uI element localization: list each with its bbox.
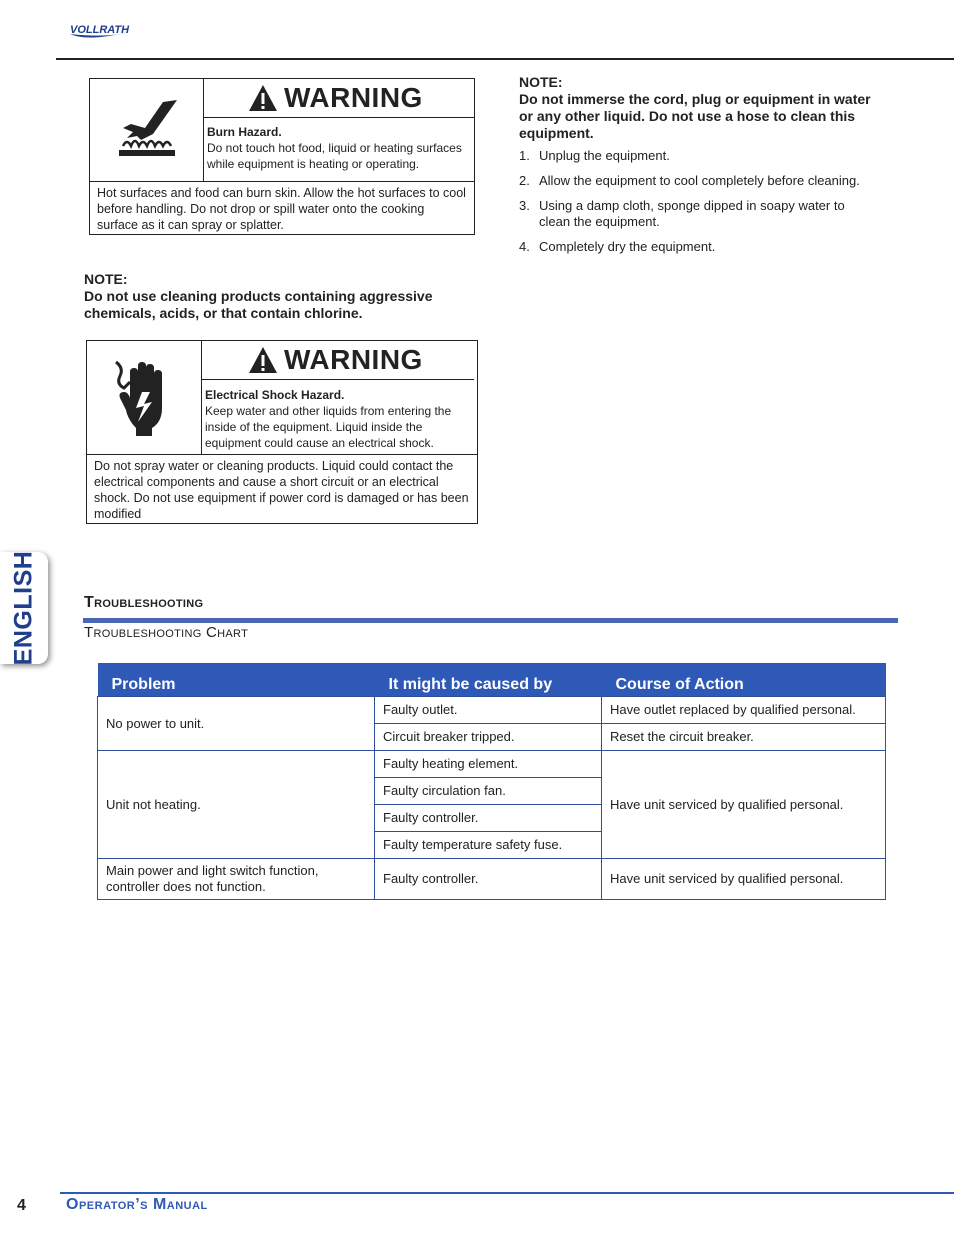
shock-warning-box (86, 340, 478, 524)
page-number: 4 (17, 1197, 26, 1214)
column-header-cause: It might be caused by (375, 663, 602, 697)
section-heading: Troubleshooting (84, 594, 204, 611)
shock-warning-title (202, 341, 474, 380)
section-rule (83, 618, 898, 623)
hot-surface-hand-icon (111, 98, 183, 162)
note-label: NOTE: (84, 271, 128, 287)
vollrath-logo (68, 20, 140, 42)
note-immerse (519, 74, 879, 142)
electric-shock-hand-icon (112, 358, 176, 438)
footer-rule (60, 1192, 954, 1194)
cause-cell: Circuit breaker tripped. (375, 724, 602, 751)
cause-cell: Faulty controller. (375, 859, 602, 900)
problem-cell: Main power and light switch function, controller does not function. (98, 859, 375, 900)
list-item: 4. Completely dry the equipment. (519, 239, 716, 254)
shock-warning-footer: Do not spray water or cleaning products. Liquid could contact the electrical components and cause a short circuit or an electrical shock. Do not use equipment if power cord is damaged or has been modified (87, 454, 477, 525)
shock-hazard-title: Electrical Shock Hazard. (205, 388, 345, 402)
table-row (98, 859, 886, 900)
table-header-row (98, 663, 886, 697)
section-subheading: Troubleshooting Chart (84, 624, 249, 641)
note-text: Do not immerse the cord, plug or equipment in water or any other liquid. Do not use a hose to clean this equipment. (519, 91, 871, 141)
column-header-problem: Problem (98, 663, 375, 697)
list-item: 1. Unplug the equipment. (519, 148, 670, 163)
cause-cell: Faulty heating element. (375, 751, 602, 778)
burn-icon-cell (90, 79, 204, 181)
action-cell: Have unit serviced by qualified personal. (602, 859, 886, 900)
burn-hazard-text (207, 124, 469, 172)
burn-warning-box (89, 78, 475, 235)
shock-hazard-description: Keep water and other liquids from entering the inside of the equipment. Liquid inside the equipment could cause an electrical shock. (205, 404, 452, 450)
shock-hazard-text (205, 387, 475, 451)
note-text: Do not use cleaning products containing aggressive chemicals, acids, or that contain chlorine. (84, 288, 433, 321)
list-item: 2. Allow the equipment to cool completely before cleaning. (519, 173, 860, 188)
language-label: ENGLISH (9, 550, 38, 666)
troubleshooting-table (97, 663, 886, 900)
note-chemicals (84, 271, 464, 322)
footer-title: Operator’s Manual (66, 1196, 208, 1213)
cause-cell: Faulty circulation fan. (375, 778, 602, 805)
burn-warning-title (204, 79, 474, 118)
cause-cell: Faulty temperature safety fuse. (375, 832, 602, 859)
problem-cell: No power to unit. (98, 697, 375, 751)
language-side-tab (0, 552, 48, 664)
table-row (98, 697, 886, 724)
cause-cell: Faulty controller. (375, 805, 602, 832)
warning-label: WARNING (284, 82, 423, 113)
warning-label: WARNING (284, 344, 423, 375)
logo-text: VOLLRATH (70, 24, 130, 36)
burn-hazard-title: Burn Hazard. (207, 125, 282, 139)
cause-cell: Faulty outlet. (375, 697, 602, 724)
burn-warning-footer: Hot surfaces and food can burn skin. Allow the hot surfaces to cool before handling. Do not drop or spill water onto the cooking surface as it can spray or splatter. (90, 181, 474, 236)
warning-triangle-icon (248, 346, 278, 374)
problem-cell: Unit not heating. (98, 751, 375, 859)
table-row (98, 751, 886, 778)
list-item: 3. Using a damp cloth, sponge dipped in soapy water to clean the equipment. (519, 198, 845, 229)
column-header-action: Course of Action (602, 663, 886, 697)
header-rule (56, 58, 954, 60)
note-label: NOTE: (519, 74, 563, 90)
cleaning-steps-list (519, 148, 869, 264)
shock-icon-cell (87, 341, 202, 454)
action-cell: Have unit serviced by qualified personal. (602, 751, 886, 859)
warning-triangle-icon (248, 84, 278, 112)
burn-hazard-description: Do not touch hot food, liquid or heating surfaces while equipment is heating or operating. (207, 141, 462, 171)
action-cell: Have outlet replaced by qualified personal. (602, 697, 886, 724)
action-cell: Reset the circuit breaker. (602, 724, 886, 751)
